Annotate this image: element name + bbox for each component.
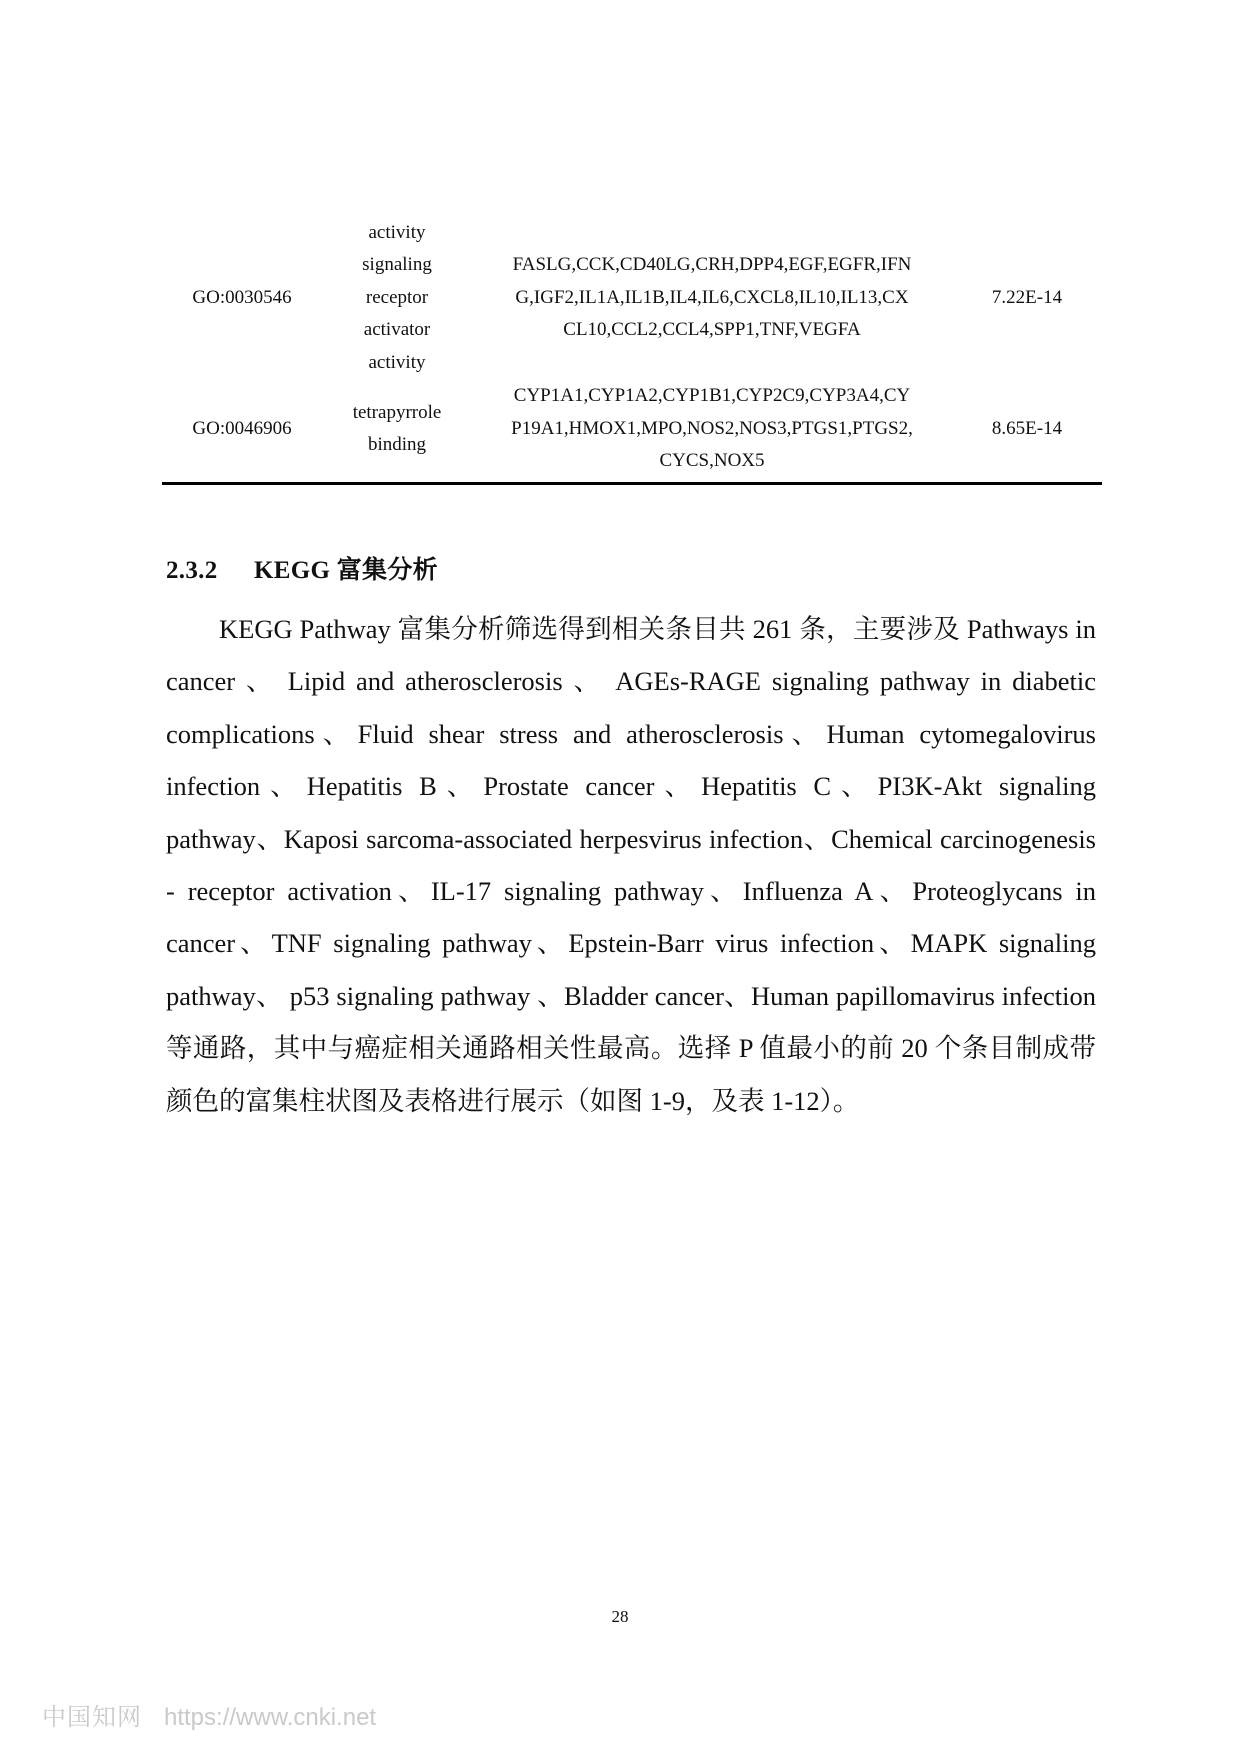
go-id-cell: GO:0030546 [192,286,292,308]
body-paragraph: KEGG Pathway 富集分析筛选得到相关条目共 261 条，主要涉及 Pathways in cancer 、 Lipid and atherosclerosis 、 AGEs-RAGE signaling pathway in diabetic complications、Fluid shear stress and atherosclerosis、Human cytomegalovirus infection、Hepatitis B、Prostate cancer、Hepatitis C、PI3K-Akt signaling pathway、Kaposi sarcoma-associated herpesvirus infection、Chemical carcinogenesis - receptor activation、IL-17 signaling pathway、Influenza A、Proteoglycans in cancer、TNF signaling pathway、Epstein-Barr virus infection、MAPK signaling pathway、 p53 signaling pathway 、Bladder cancer、Human papillomavirus infection 等通路，其中与癌症相关通路相关性最高。选择 P 值最小的前 20 个条目制成带颜色的富集柱状图及表格进行展示（如图 1-9，及表 1-12）。 [166,614,1096,1116]
gene-line: CL10,CCL2,CCL4,SPP1,TNF,VEGFA [563,319,861,341]
gene-line: FASLG,CCK,CD40LG,CRH,DPP4,EGF,EGFR,IFN [512,254,912,276]
term-line: receptor [365,286,429,308]
gene-line: P19A1,HMOX1,MPO,NOS2,NOS3,PTGS1,PTGS2, [511,417,913,439]
page-number: 28 [611,1607,629,1626]
watermark-logo-text: 中国知网 [42,1704,142,1731]
table-row [162,380,1102,478]
go-id-cell: GO:0046906 [192,417,292,439]
term-line: activity [368,221,426,243]
go-enrichment-table [162,218,1102,478]
term-line: tetrapyrrole [352,401,442,423]
gene-list-cell [472,380,952,478]
go-term-cell [322,217,472,380]
p-value-cell: 7.22E-14 [991,286,1063,308]
term-line: binding [367,434,427,455]
table-row [162,218,1102,378]
gene-list-cell [472,249,952,347]
watermark-url: https://www.cnki.net [164,1704,377,1731]
go-term-cell [322,397,472,462]
term-line: activity [368,351,426,373]
p-value-cell: 8.65E-14 [991,417,1063,439]
term-line: activator [363,319,431,341]
section-heading [166,550,438,586]
term-line: signaling [362,254,432,276]
table-bottom-rule [162,482,1102,485]
gene-line: CYCS,NOX5 [659,450,765,472]
section-title: KEGG 富集分析 [254,557,438,584]
gene-line: G,IGF2,IL1A,IL1B,IL4,IL6,CXCL8,IL10,IL13,CX [515,286,909,308]
cnki-watermark [42,1697,376,1732]
gene-line: CYP1A1,CYP1A2,CYP1B1,CYP2C9,CYP3A4,CY [513,385,911,407]
section-number: 2.3.2 [166,557,218,584]
